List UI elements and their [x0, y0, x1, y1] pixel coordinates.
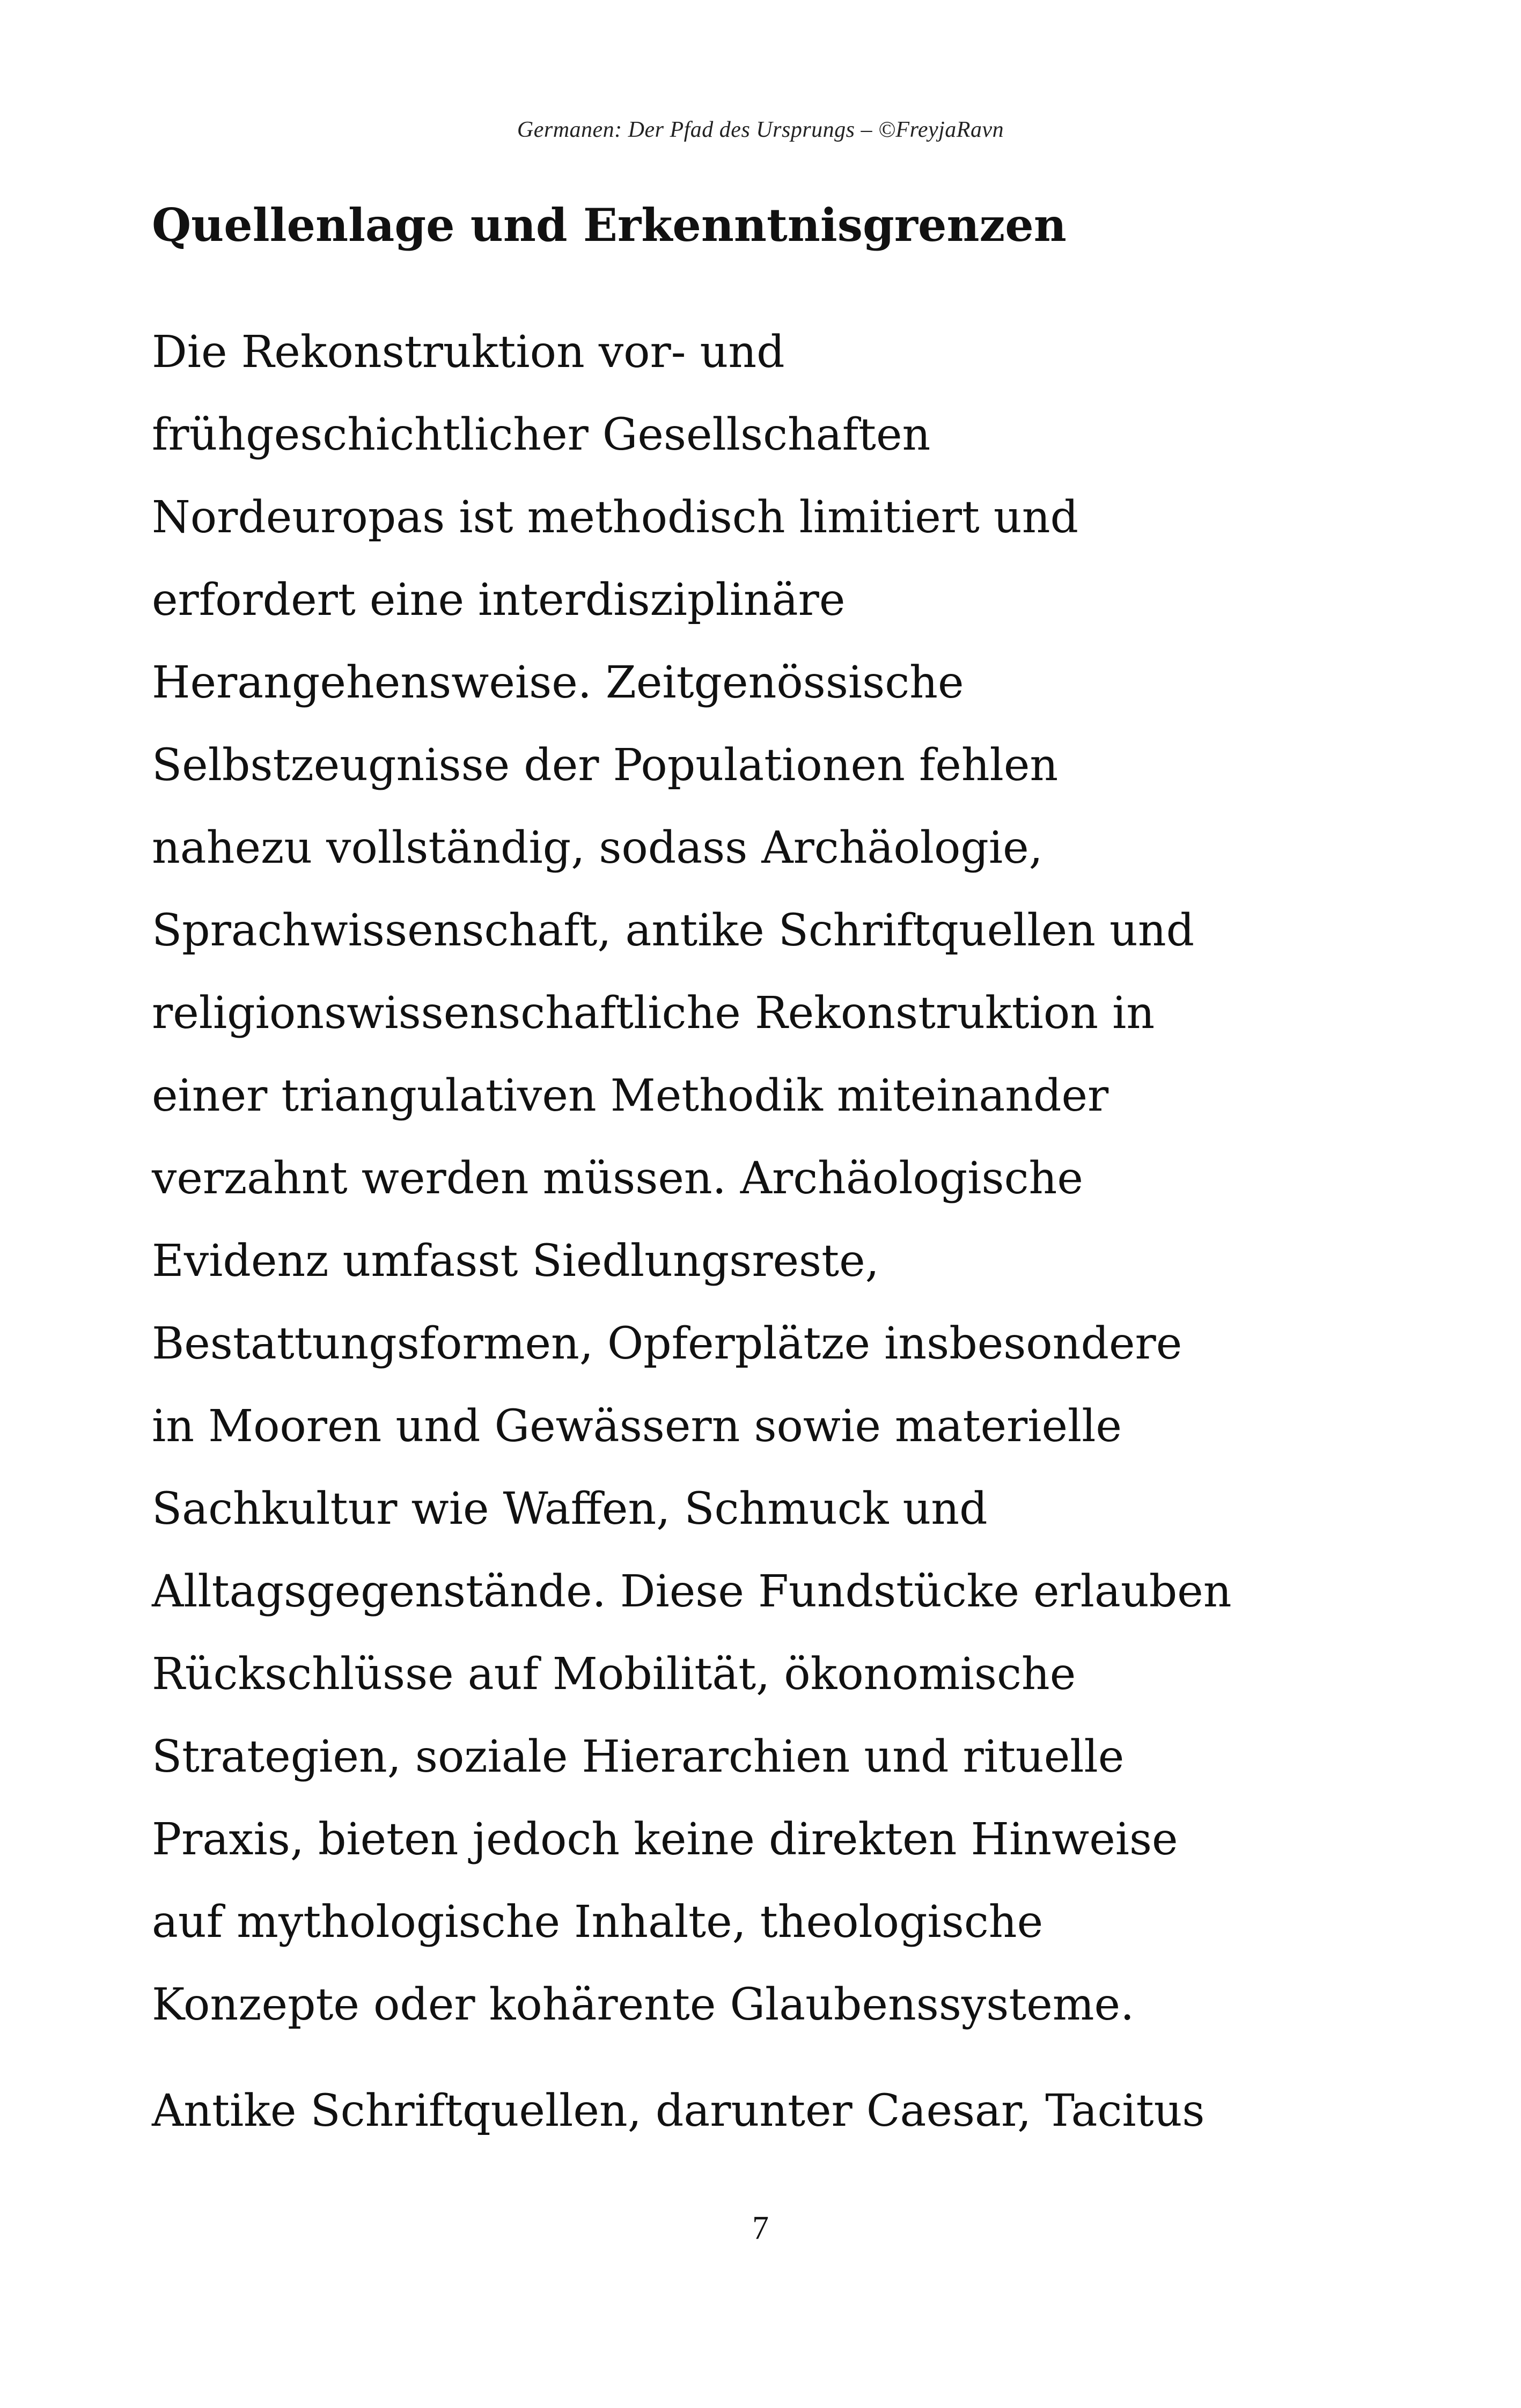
page-content — [152, 193, 1386, 2153]
text-line: Antike Schriftquellen, darunter Caesar, Tacitus — [152, 2086, 1205, 2137]
text-line: Strategien, soziale Hierarchien und rituelle — [152, 1731, 1125, 1782]
body-paragraph — [152, 2070, 1386, 2153]
text-line: verzahnt werden müssen. Archäologische — [152, 1153, 1083, 1204]
text-line: frühgeschichtlicher Gesellschaften — [152, 409, 931, 460]
running-header: Germanen: Der Pfad des Ursprungs – ©FreyjaRavn — [517, 118, 1004, 142]
text-line: Sachkultur wie Waffen, Schmuck und — [152, 1484, 988, 1535]
text-line: Herangehensweise. Zeitgenössische — [152, 657, 964, 708]
text-line: Nordeuropas ist methodisch limitiert und — [152, 492, 1079, 543]
body-paragraph — [152, 311, 1386, 2046]
section-title: Quellenlage und Erkenntnisgrenzen — [152, 199, 1067, 252]
text-line: Praxis, bieten jedoch keine direkten Hinweise — [152, 1814, 1178, 1865]
text-line: auf mythologische Inhalte, theologische — [152, 1897, 1044, 1948]
text-line: in Mooren und Gewässern sowie materielle — [152, 1401, 1122, 1452]
text-line: erfordert eine interdisziplinäre — [152, 575, 846, 626]
text-line: Die Rekonstruktion vor- und — [152, 327, 785, 378]
text-line: Konzepte oder kohärente Glaubenssysteme. — [152, 1979, 1135, 2030]
text-line: Rückschlüsse auf Mobilität, ökonomische — [152, 1649, 1076, 1700]
text-line: Alltagsgegenstände. Diese Fundstücke erlauben — [152, 1566, 1232, 1617]
page-number: 7 — [752, 2210, 769, 2247]
text-line: Selbstzeugnisse der Populationen fehlen — [152, 740, 1059, 791]
text-line: nahezu vollständig, sodass Archäologie, — [152, 823, 1043, 873]
text-line: religionswissenschaftliche Rekonstruktion in — [152, 988, 1155, 1039]
text-line: Evidenz umfasst Siedlungsreste, — [152, 1236, 879, 1287]
text-line: Sprachwissenschaft, antike Schriftquellen und — [152, 905, 1195, 956]
text-line: Bestattungsformen, Opferplätze insbesondere — [152, 1318, 1182, 1369]
text-line: einer triangulativen Methodik miteinander — [152, 1070, 1109, 1121]
